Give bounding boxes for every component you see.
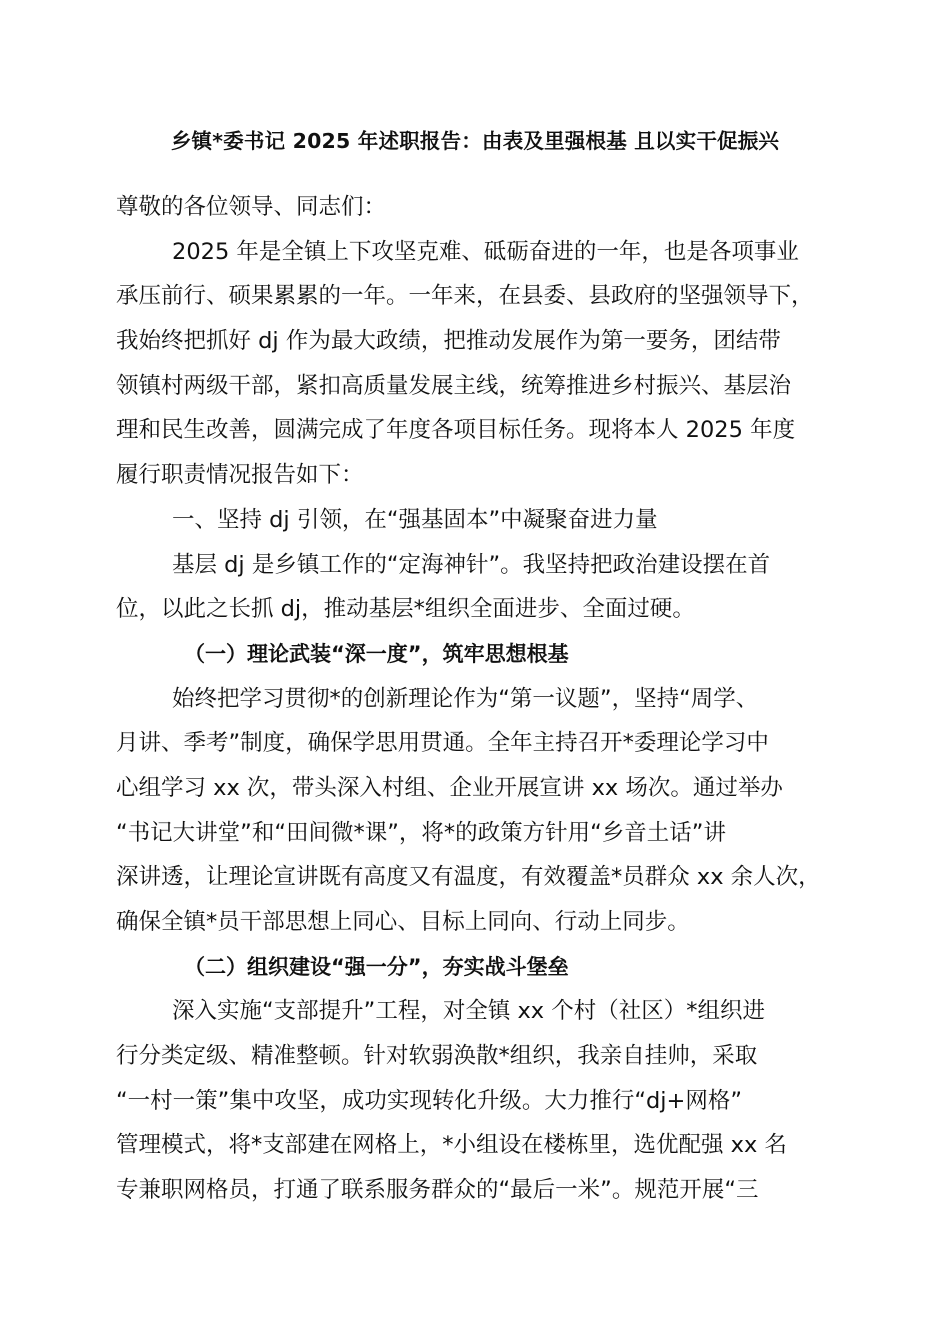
text-line: “书记大讲堂”和“田间微*课”，将*的政策方针用“乡音土话”讲 (116, 819, 726, 846)
text-line: “一村一策”集中攻坚，成功实现转化升级。大力推行“dj+网格” (116, 1087, 743, 1114)
text-line: 我始终把抓好 dj 作为最大政绩，把推动发展作为第一要务，团结带 (116, 328, 781, 355)
section-subheading: （一）理论武装“深一度”，筑牢思想根基 (184, 641, 569, 666)
text-line: 位，以此之长抓 dj，推动基层*组织全面进步、全面过硬。 (116, 596, 695, 623)
text-line: 心组学习 xx 次，带头深入村组、企业开展宣讲 xx 场次。通过举办 (116, 774, 783, 801)
text-line: 2025 年是全镇上下攻坚克难、砥砺奋进的一年，也是各项事业 (172, 238, 799, 265)
text-line: 始终把学习贯彻*的创新理论作为“第一议题”，坚持“周学、 (172, 685, 759, 712)
text-line: 月讲、季考”制度，确保学思用贯通。全年主持召开*委理论学习中 (116, 730, 769, 757)
text-line: 尊敬的各位领导、同志们： (116, 194, 387, 220)
text-line: 领镇村两级干部，紧扣高质量发展主线，统筹推进乡村振兴、基层治 (116, 372, 792, 399)
section-subheading: （二）组织建设“强一分”，夯实战斗堡垒 (184, 954, 569, 979)
text-line: 一、坚持 dj 引领，在“强基固本”中凝聚奋进力量 (172, 506, 658, 533)
text-line: 行分类定级、精准整顿。针对软弱涣散*组织，我亲自挂帅，采取 (116, 1043, 758, 1070)
text-line: 深入实施“支部提升”工程，对全镇 xx 个村（社区）*组织进 (172, 998, 765, 1025)
text-line: 管理模式，将*支部建在网格上，*小组设在楼栋里，选优配强 xx 名 (116, 1132, 787, 1159)
text-line: 承压前行、硕果累累的一年。一年来，在县委、县政府的坚强领导下， (116, 283, 814, 310)
text-line: 专兼职网格员，打通了联系服务群众的“最后一米”。规范开展“三 (116, 1177, 759, 1204)
text-line: 理和民生改善，圆满完成了年度各项目标任务。现将本人 2025 年度 (116, 417, 796, 444)
text-line: 基层 dj 是乡镇工作的“定海神针”。我坚持把政治建设摆在首 (172, 551, 771, 578)
document-title: 乡镇*委书记 2025 年述职报告：由表及里强根基 且以实干促振兴 (170, 129, 780, 153)
text-line: 履行职责情况报告如下： (116, 462, 364, 489)
text-line: 确保全镇*员干部思想上同心、目标上同向、行动上同步。 (116, 909, 690, 935)
document-body (116, 185, 846, 1213)
text-line: 深讲透，让理论宣讲既有高度又有温度，有效覆盖*员群众 xx 余人次， (116, 864, 821, 891)
